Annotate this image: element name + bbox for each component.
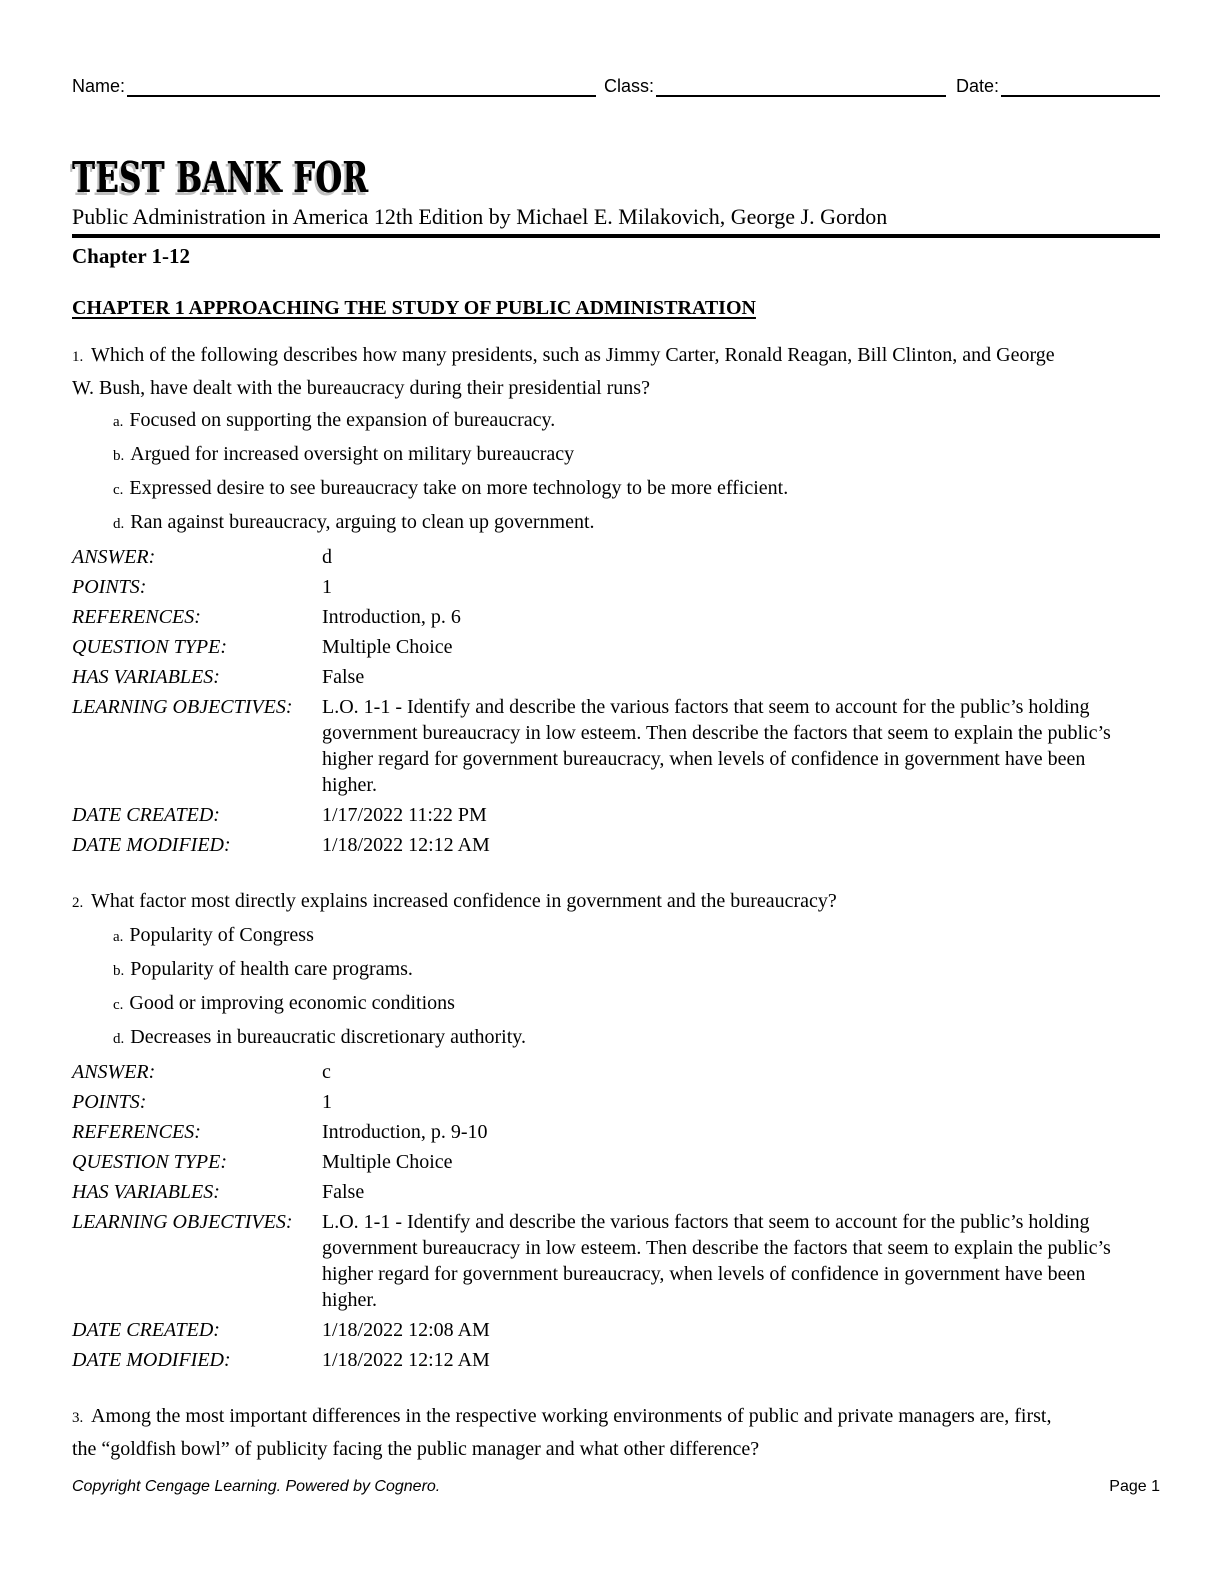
- metadata-row: [72, 604, 1160, 630]
- answer-option: [113, 438, 1160, 472]
- metadata-table: [72, 1059, 1160, 1373]
- metadata-label: QUESTION TYPE:: [72, 1151, 228, 1173]
- option-letter: a.: [113, 929, 124, 945]
- page-title: TEST BANK FOR: [72, 153, 369, 202]
- metadata-label: POINTS:: [72, 1091, 147, 1113]
- metadata-label: POINTS:: [72, 576, 147, 598]
- metadata-label: ANSWER:: [72, 546, 156, 568]
- question-block: [72, 886, 1160, 1373]
- metadata-value: Introduction, p. 6: [322, 606, 461, 628]
- question-number: 2.: [72, 895, 87, 911]
- metadata-value: 1/18/2022 12:12 AM: [322, 834, 490, 856]
- question-list: [72, 340, 1160, 1465]
- option-text: Focused on supporting the expansion of bureaucracy.: [129, 409, 556, 431]
- footer-copyright: Copyright Cengage Learning. Powered by Cognero.: [72, 1478, 441, 1495]
- metadata-row: [72, 1209, 1160, 1313]
- metadata-value: 1/18/2022 12:08 AM: [322, 1319, 490, 1341]
- metadata-value: L.O. 1-1 - Identify and describe the various factors that seem to account for the public’s holding government bureaucracy in low esteem. Then describe the factors that seem to explain the public’s higher regard for government bureaucracy, when levels of confidence in government have been higher.: [322, 1211, 1111, 1311]
- option-letter: a.: [113, 414, 124, 430]
- option-letter: c.: [113, 482, 124, 498]
- metadata-value: 1/17/2022 11:22 PM: [322, 804, 487, 826]
- metadata-label: DATE MODIFIED:: [72, 834, 231, 856]
- option-text: Popularity of health care programs.: [130, 958, 413, 980]
- metadata-row: [72, 544, 1160, 570]
- question-block: [72, 340, 1160, 858]
- metadata-row: [72, 1089, 1160, 1115]
- metadata-row: [72, 634, 1160, 660]
- metadata-row: [72, 802, 1160, 828]
- option-letter: d.: [113, 516, 125, 532]
- metadata-label: REFERENCES:: [72, 606, 201, 628]
- metadata-label: LEARNING OBJECTIVES:: [72, 696, 293, 718]
- metadata-label: ANSWER:: [72, 1061, 156, 1083]
- question-text: [72, 1401, 1062, 1465]
- question-text: [72, 340, 1062, 404]
- metadata-label: DATE CREATED:: [72, 1319, 220, 1341]
- question-block: [72, 1401, 1160, 1465]
- metadata-label: QUESTION TYPE:: [72, 636, 228, 658]
- metadata-row: [72, 1179, 1160, 1205]
- question-text: [72, 886, 1062, 919]
- metadata-value: Multiple Choice: [322, 1151, 453, 1173]
- answer-option: [113, 987, 1160, 1021]
- name-blank-line[interactable]: [127, 75, 596, 97]
- option-text: Argued for increased oversight on military bureaucracy: [130, 443, 575, 465]
- class-field: [604, 75, 946, 97]
- metadata-value: 1/18/2022 12:12 AM: [322, 1349, 490, 1371]
- option-text: Ran against bureaucracy, arguing to clean up government.: [130, 511, 595, 533]
- option-text: Good or improving economic conditions: [129, 992, 455, 1014]
- metadata-row: [72, 1317, 1160, 1343]
- answer-option: [113, 506, 1160, 540]
- question-body: Among the most important differences in the respective working environments of public and private managers are, first, the “goldfish bowl” of publicity facing the public manager and what other difference?: [72, 1405, 1052, 1460]
- metadata-row: [72, 574, 1160, 600]
- question-number: 3.: [72, 1410, 87, 1426]
- metadata-value: False: [322, 1181, 365, 1203]
- metadata-value: d: [322, 546, 332, 568]
- chapter-range: Chapter 1-12: [72, 244, 191, 268]
- metadata-label: HAS VARIABLES:: [72, 666, 220, 688]
- metadata-value: Introduction, p. 9-10: [322, 1121, 488, 1143]
- metadata-label: LEARNING OBJECTIVES:: [72, 1211, 293, 1233]
- date-label: Date:: [956, 76, 1000, 96]
- option-letter: c.: [113, 997, 124, 1013]
- metadata-label: HAS VARIABLES:: [72, 1181, 220, 1203]
- name-label: Name:: [72, 76, 126, 96]
- metadata-value: Multiple Choice: [322, 636, 453, 658]
- answer-option: [113, 919, 1160, 953]
- option-text: Decreases in bureaucratic discretionary authority.: [130, 1026, 526, 1048]
- metadata-value: L.O. 1-1 - Identify and describe the various factors that seem to account for the public’s holding government bureaucracy in low esteem. Then describe the factors that seem to explain the public’s higher regard for government bureaucracy, when levels of confidence in government have been higher.: [322, 696, 1111, 796]
- metadata-label: DATE MODIFIED:: [72, 1349, 231, 1371]
- metadata-label: REFERENCES:: [72, 1121, 201, 1143]
- metadata-row: [72, 1149, 1160, 1175]
- option-text: Popularity of Congress: [129, 924, 314, 946]
- question-body: Which of the following describes how many presidents, such as Jimmy Carter, Ronald Reagan, Bill Clinton, and George W. Bush, have dealt with the bureaucracy during their presidential runs?: [72, 344, 1055, 399]
- option-letter: b.: [113, 963, 125, 979]
- option-text: Expressed desire to see bureaucracy take on more technology to be more efficient.: [129, 477, 789, 499]
- date-field: [956, 75, 1160, 97]
- metadata-row: [72, 1119, 1160, 1145]
- answer-option: [113, 472, 1160, 506]
- options-list: [113, 919, 1160, 1055]
- name-field: [72, 75, 596, 97]
- metadata-value: c: [322, 1061, 331, 1083]
- class-blank-line[interactable]: [656, 75, 946, 97]
- metadata-table: [72, 544, 1160, 858]
- option-letter: d.: [113, 1031, 125, 1047]
- metadata-row: [72, 1347, 1160, 1373]
- class-label: Class:: [604, 76, 655, 96]
- answer-option: [113, 1021, 1160, 1055]
- options-list: [113, 404, 1160, 540]
- answer-option: [113, 404, 1160, 438]
- metadata-row: [72, 832, 1160, 858]
- section-heading: CHAPTER 1 APPROACHING THE STUDY OF PUBLIC ADMINISTRATION: [72, 297, 756, 319]
- question-body: What factor most directly explains increased confidence in government and the bureaucracy?: [91, 890, 837, 912]
- answer-option: [113, 953, 1160, 987]
- metadata-value: False: [322, 666, 365, 688]
- metadata-row: [72, 664, 1160, 690]
- metadata-value: 1: [322, 1091, 332, 1113]
- footer-page-number: Page 1: [1109, 1478, 1160, 1495]
- option-letter: b.: [113, 448, 125, 464]
- book-subtitle: Public Administration in America 12th Edition by Michael E. Milakovich, George J. Gordon: [72, 204, 888, 229]
- metadata-value: 1: [322, 576, 332, 598]
- date-blank-line[interactable]: [1001, 75, 1160, 97]
- metadata-row: [72, 1059, 1160, 1085]
- question-number: 1.: [72, 349, 87, 365]
- name-class-date-header: [72, 75, 1160, 97]
- metadata-label: DATE CREATED:: [72, 804, 220, 826]
- page-footer: [72, 1477, 1160, 1497]
- metadata-row: [72, 694, 1160, 798]
